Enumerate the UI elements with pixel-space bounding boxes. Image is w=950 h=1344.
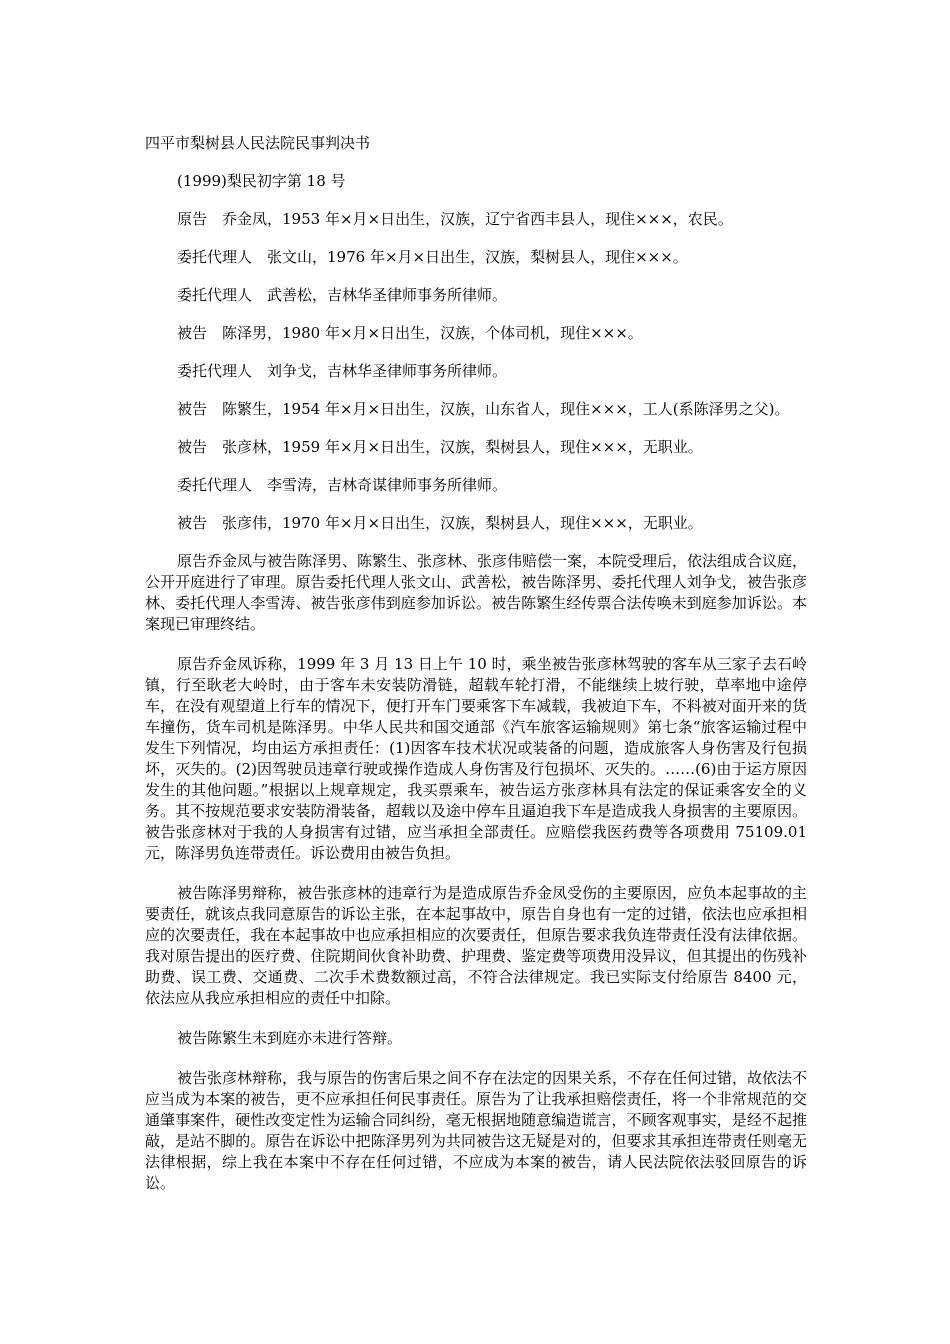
party-plaintiff: 原告 乔金凤，1953 年×月×日出生，汉族，辽宁省西丰县人，现住×××，农民。 [177,210,733,228]
party-defendant-2: 被告 陈繁生，1954 年×月×日出生，汉族，山东省人，现住×××，工人(系陈泽男之父)。 [177,400,790,418]
document-title: 四平市梨树县人民法院民事判决书 [145,134,371,152]
party-defendant-4: 被告 张彦伟，1970 年×月×日出生，汉族，梨树县人，现住×××，无职业。 [177,514,703,532]
body-paragraph-case-intro: 原告乔金凤与被告陈泽男、陈繁生、张彦林、张彦伟赔偿一案，本院受理后，依法组成合议庭，公开开庭进行了审理。原告委托代理人张文山、武善松，被告陈泽男、委托代理人刘争戈，被告张彦林、委托代理人李雪涛、被告张彦伟到庭参加诉讼。被告陈繁生经传票合法传唤未到庭参加诉讼。本案现已审理终结。 [145,552,808,633]
party-agent-4: 委托代理人 李雪涛，吉林奇谋律师事务所律师。 [177,476,508,494]
judgment-document [145,133,807,1213]
body-paragraph-defense-3: 被告张彦林辩称，我与原告的伤害后果之间不存在法定的因果关系，不存在任何过错，故依法不应当成为本案的被告，更不应承担任何民事责任。原告为了让我承担赔偿责任，将一个非常规范的交通肇事案件，硬性改变定性为运输合同纠纷，毫无根据地随意编造谎言，不顾客观事实，是经不起推敲，是站不脚的。原告在诉讼中把陈泽男列为共同被告这无疑是对的，但要求其承担连带责任则毫无法律根据，综上我在本案中不存在任何过错，不应成为本案的被告，请人民法院依法驳回原告的诉讼。 [145,1069,808,1192]
body-paragraph-plaintiff-claim: 原告乔金凤诉称，1999 年 3 月 13 日上午 10 时，乘坐被告张彦林驾驶的客车从三家子去石岭镇，行至耿老大岭时，由于客车未安装防滑链，超载车轮打滑，不能继续上坡行驶，草率地中途停车，在没有观望道上行车的情况下，便打开车门要乘客下车减载，我被迫下车，不料被对面开来的货车撞伤，货车司机是陈泽男。中华人民共和国交通部《汽车旅客运输规则》第七条“旅客运输过程中发生下列情况，均由运方承担责任：(1)因客车技术状况或装备的问题，造成旅客人身伤害及行包损坏，灭失的。(2)因驾驶员违章行驶或操作造成人身伤害及行包损坏、灭失的。……(6)由于运方原因发生的其他问题。”根据以上规章规定，我买票乘车，被告运方张彦林具有法定的保证乘客安全的义务。其不按规范要求安装防滑装备，超载以及途中停车且逼迫我下车是造成我人身损害的主要原因。被告张彦林对于我的人身损害有过错，应当承担全部责任。应赔偿我医药费等各项费用 75109.01 元，陈泽男负连带责任。诉讼费用由被告负担。 [145,655,807,862]
party-agent-3: 委托代理人 刘争戈，吉林华圣律师事务所律师。 [177,362,508,380]
party-defendant-1: 被告 陈泽男，1980 年×月×日出生，汉族，个体司机，现住×××。 [177,324,643,342]
party-defendant-3: 被告 张彦林，1959 年×月×日出生，汉族，梨树县人，现住×××，无职业。 [177,438,703,456]
party-agent-1: 委托代理人 张文山，1976 年×月×日出生，汉族，梨树县人，现住×××。 [177,248,688,266]
case-number: (1999)梨民初字第 18 号 [177,172,346,190]
body-paragraph-defense-1: 被告陈泽男辩称，被告张彦林的违章行为是造成原告乔金凤受伤的主要原因，应负本起事故的主要责任，就该点我同意原告的诉讼主张，在本起事故中，原告自身也有一定的过错，依法也应承担相应的次要责任，我在本起事故中也应承担相应的次要责任，但原告要求我负连带责任没有法律依据。我对原告提出的医疗费、住院期间伙食补助费、护理费、鉴定费等项费用没异议，但其提出的伤残补助费、误工费、交通费、二次手术费数额过高，不符合法律规定。我已实际支付给原告 8400 元，依法应从我应承担相应的责任中扣除。 [145,884,808,1007]
party-agent-2: 委托代理人 武善松，吉林华圣律师事务所律师。 [177,286,508,304]
body-paragraph-defense-2: 被告陈繁生未到庭亦未进行答辩。 [177,1029,403,1047]
